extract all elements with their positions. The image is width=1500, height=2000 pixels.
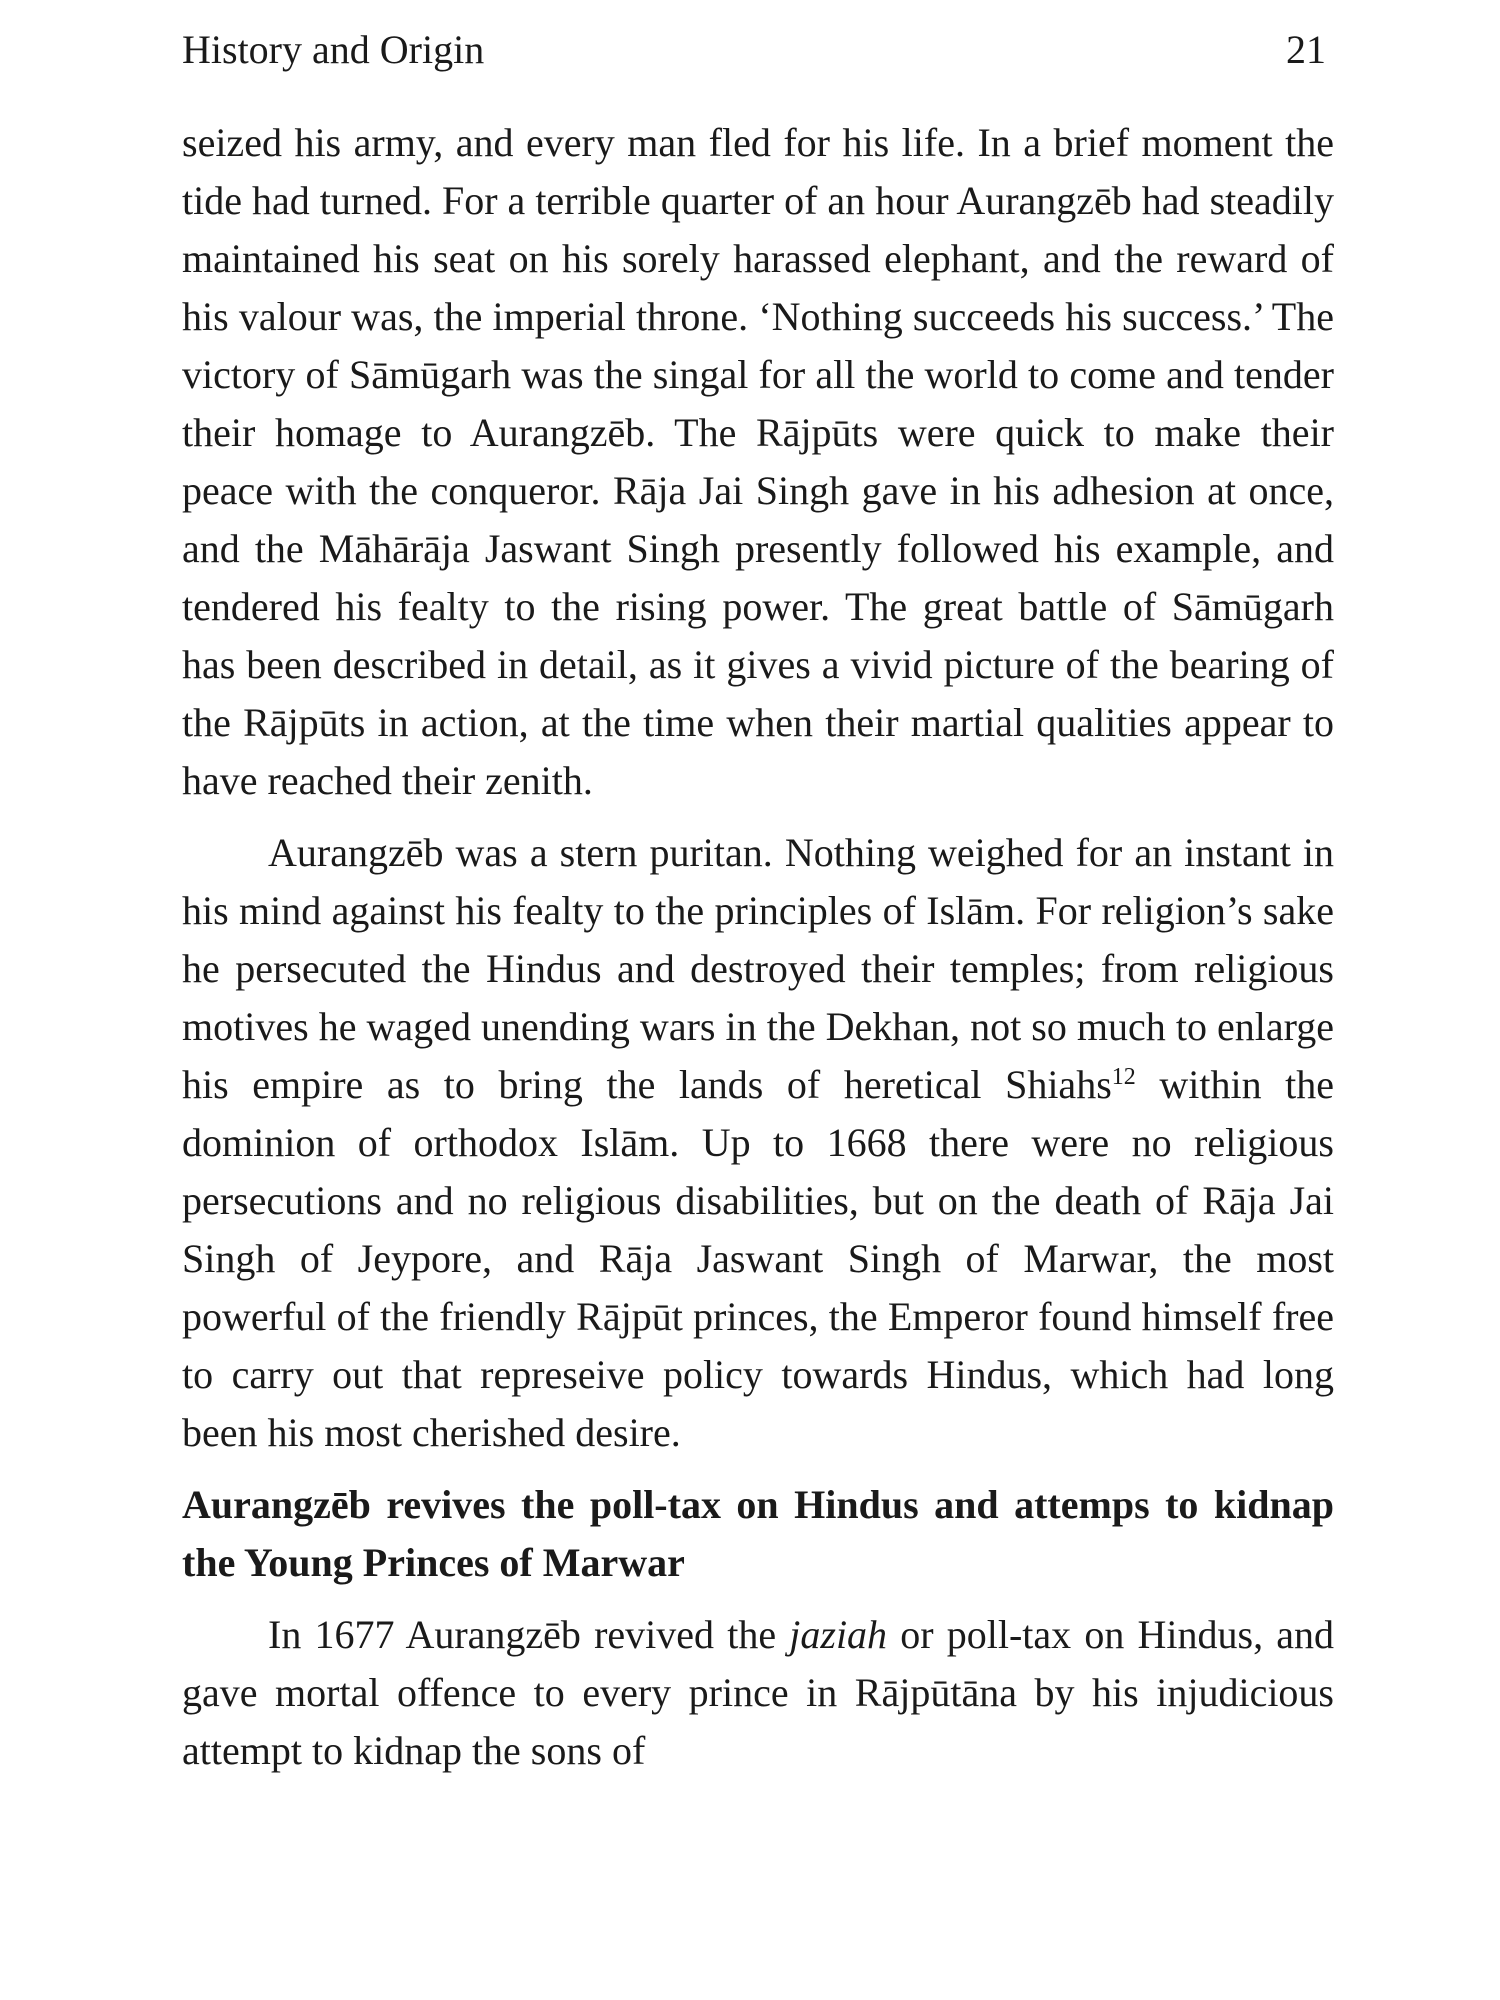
chapter-title: History and Origin [182, 27, 485, 72]
paragraph-text: In 1677 Aurangzēb revived the [268, 1612, 790, 1657]
paragraph-continuation: seized his army, and every man fled for his life. In a brief moment the tide had turned. For a terrible quarter of an hour Aurangzēb had steadily maintained his seat on his sorely harassed elephant, and the reward of his valour was, the imperial throne. ‘Nothing succeeds his success.’ The victory of Sāmūgarh was the singal for all the world to come and tender their homage to Aurangzēb. The Rājpūts were quick to make their peace with the conqueror. Rāja Jai Singh gave in his adhesion at once, and the Māhārāja Jaswant Singh presently followed his example, and tendered his fealty to the rising power. The great battle of Sāmūgarh has been described in detail, as it gives a vivid picture of the bearing of the Rājpūts in action, at the time when their martial qualities appear to have reached their zenith. [182, 120, 1334, 803]
paragraph-text: Aurangzēb was a stern puritan. Nothing weighed for an instant in his mind against his fealty to the principles of Islām. For religion’s sake he persecuted the Hindus and destroyed their temples; from religious motives he waged unending wars in the Dekhan, not so much to enlarge his empire as to bring the lands of heretical Shiahs [182, 830, 1334, 1107]
paragraph-text: within the dominion of orthodox Islām. Up to 1668 there were no religious persecutions and no religious disabilities, but on the death of Rāja Jai Singh of Jeypore, and Rāja Jaswant Singh of Marwar, the most powerful of the friendly Rājpūt princes, the Emperor found himself free to carry out that represeive policy towards Hindus, which had long been his most cherished desire. [182, 1062, 1335, 1455]
paragraph-aurangzeb-puritan [182, 824, 1334, 1462]
paragraph-poll-tax [182, 1606, 1334, 1780]
body-text [182, 114, 1334, 1780]
footnote-reference: 12 [1111, 1064, 1136, 1090]
running-head [182, 22, 1334, 78]
italic-term: jaziah [789, 1612, 888, 1657]
page-number: 21 [1286, 27, 1326, 72]
paragraph-text: or poll-tax on Hindus, and gave mortal offence to every prince in Rājpūtāna by his injudicious attempt to kidnap the sons of [182, 1612, 1334, 1773]
book-page [182, 0, 1334, 2000]
section-heading: Aurangzēb revives the poll-tax on Hindus and attemps to kidnap the Young Princes of Marwar [182, 1482, 1334, 1585]
